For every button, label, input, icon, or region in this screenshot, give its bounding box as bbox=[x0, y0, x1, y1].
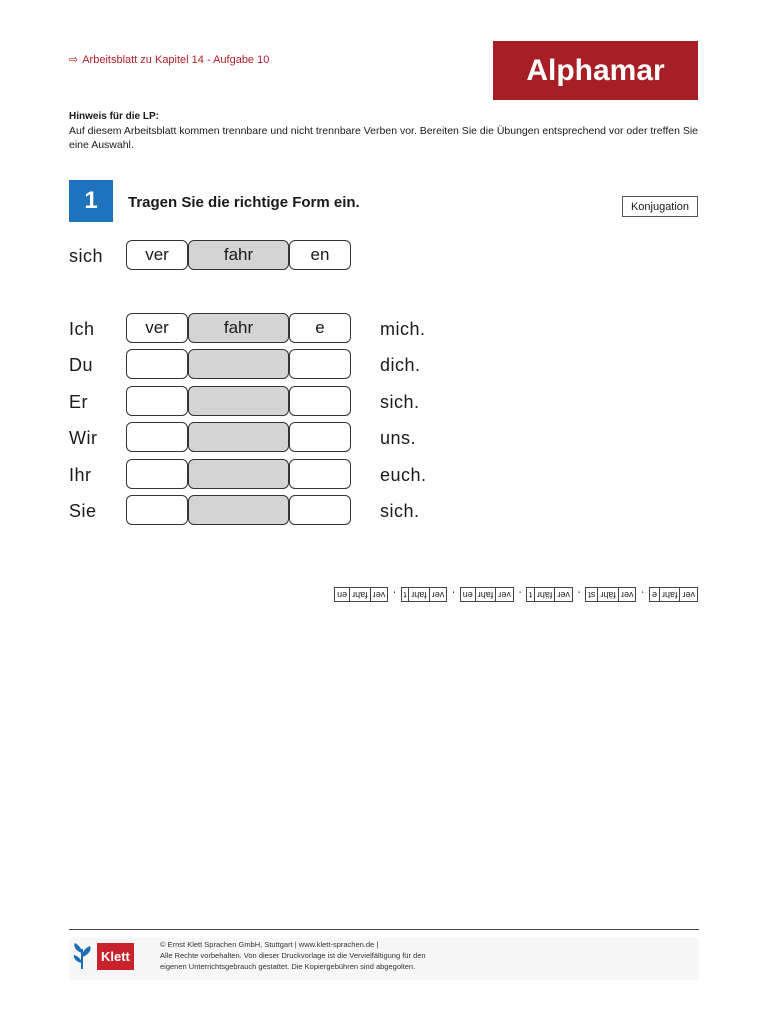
task-instruction: Tragen Sie die richtige Form ein. bbox=[128, 194, 360, 211]
ending-box[interactable] bbox=[289, 459, 351, 489]
reflexive-pronoun: euch. bbox=[380, 465, 427, 485]
solution-stem: fahr bbox=[408, 588, 429, 603]
solution-stem: fahr bbox=[475, 588, 496, 603]
stem-box[interactable] bbox=[188, 349, 289, 379]
solution-item bbox=[585, 588, 636, 603]
breadcrumb-text: Arbeitsblatt zu Kapitel 14 - Aufgabe 10 bbox=[82, 54, 270, 66]
reflexive-pronoun: uns. bbox=[380, 428, 417, 448]
solution-ending: t bbox=[526, 588, 534, 603]
ending-box[interactable] bbox=[289, 386, 351, 416]
stem-box[interactable] bbox=[188, 422, 289, 452]
stem-box[interactable]: fahr bbox=[188, 313, 289, 343]
reflexive-pronoun: mich. bbox=[380, 319, 426, 339]
ending-box[interactable] bbox=[289, 495, 351, 525]
reflexive-pronoun: dich. bbox=[380, 355, 421, 375]
breadcrumb bbox=[69, 53, 269, 66]
alphamar-logo: Alphamar bbox=[493, 41, 698, 100]
conjugation-row bbox=[69, 386, 489, 420]
solution-item bbox=[334, 588, 388, 603]
copyright-line: Alle Rechte vorbehalten. Von dieser Druckvorlage ist die Vervielfältigung für den bbox=[160, 951, 426, 960]
solution-stem: fähr bbox=[597, 588, 618, 603]
pronoun: Sie bbox=[69, 501, 97, 521]
copyright-line: eigenen Unterrichtsgebrauch gestattet. Die Kopiergebühren sind abgegolten. bbox=[160, 962, 416, 971]
stem-box[interactable] bbox=[188, 495, 289, 525]
copyright-notice bbox=[160, 939, 460, 972]
solution-item bbox=[460, 588, 514, 603]
solution-prefix: ver bbox=[495, 588, 514, 603]
reflexive-pronoun: sich. bbox=[380, 501, 420, 521]
conjugation-row bbox=[69, 422, 489, 456]
prefix-box[interactable] bbox=[126, 386, 188, 416]
example-row bbox=[69, 240, 489, 274]
solution-stem: fähr bbox=[534, 588, 555, 603]
conjugation-row bbox=[69, 495, 489, 529]
klett-wordmark: Klett bbox=[97, 943, 134, 970]
klett-logo bbox=[69, 940, 131, 972]
conjugation-row bbox=[69, 459, 489, 493]
solution-prefix: ver bbox=[618, 588, 637, 603]
task-number: 1 bbox=[69, 180, 113, 222]
stem-box[interactable] bbox=[188, 386, 289, 416]
stem-box: fahr bbox=[188, 240, 289, 270]
ending-box[interactable] bbox=[289, 422, 351, 452]
prefix-box[interactable] bbox=[126, 459, 188, 489]
pronoun: Ihr bbox=[69, 465, 92, 485]
pronoun: Ich bbox=[69, 319, 95, 339]
ending-box[interactable]: e bbox=[289, 313, 351, 343]
solution-item bbox=[526, 588, 573, 603]
solution-stem: fahr bbox=[659, 588, 680, 603]
solution-prefix: ver bbox=[554, 588, 573, 603]
reflexive-pronoun: sich. bbox=[380, 392, 420, 412]
footer-divider bbox=[69, 929, 699, 930]
hint-title: Hinweis für die LP: bbox=[69, 111, 160, 122]
ending-box[interactable] bbox=[289, 349, 351, 379]
solution-prefix: ver bbox=[370, 588, 389, 603]
arrow-right-icon: ⇨ bbox=[69, 54, 79, 66]
solution-prefix: ver bbox=[679, 588, 698, 603]
prefix-box[interactable]: ver bbox=[126, 313, 188, 343]
copyright-line: © Ernst Klett Sprachen GmbH, Stuttgart | www.klett-sprachen.de | bbox=[160, 940, 379, 949]
ending-box: en bbox=[289, 240, 351, 270]
solution-ending: t bbox=[401, 588, 409, 603]
hint-text: Auf diesem Arbeitsblatt kommen trennbare und nicht trennbare Verben vor. Bereiten Sie die Übungen entsprechend vor oder treffen Sie eine Auswahl. bbox=[69, 125, 699, 151]
prefix-box[interactable] bbox=[126, 349, 188, 379]
solution-item bbox=[401, 588, 448, 603]
pronoun: Er bbox=[69, 392, 88, 412]
conjugation-row bbox=[69, 313, 489, 347]
pronoun: Wir bbox=[69, 428, 98, 448]
prefix-box[interactable] bbox=[126, 422, 188, 452]
prefix-box[interactable] bbox=[126, 495, 188, 525]
solution-key-upside-down: ver fahr e , ver fähr st , ver fähr t , ver fahr en , ver fahr t , ver fahr en bbox=[280, 586, 698, 604]
konjugation-tag: Konjugation bbox=[622, 196, 698, 217]
solution-ending: en bbox=[334, 588, 349, 603]
example-pronoun: sich bbox=[69, 246, 104, 266]
solution-ending: en bbox=[460, 588, 475, 603]
solution-ending: e bbox=[649, 588, 659, 603]
prefix-box: ver bbox=[126, 240, 188, 270]
stem-box[interactable] bbox=[188, 459, 289, 489]
solution-ending: st bbox=[585, 588, 597, 603]
solution-stem: fahr bbox=[349, 588, 370, 603]
pronoun: Du bbox=[69, 355, 94, 375]
klett-flower-icon bbox=[69, 941, 95, 971]
solution-prefix: ver bbox=[429, 588, 448, 603]
conjugation-row bbox=[69, 349, 489, 383]
solution-item bbox=[649, 588, 698, 603]
